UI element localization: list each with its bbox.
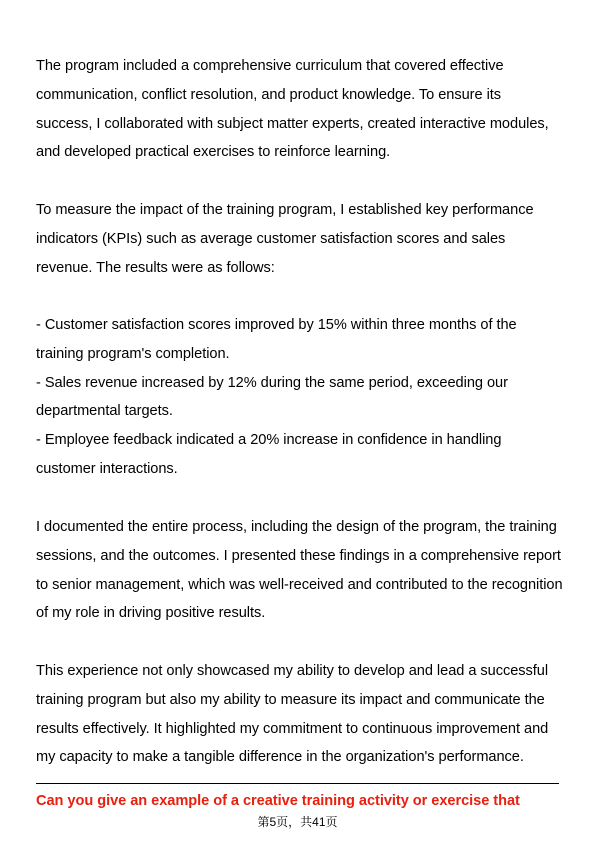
list-item-continuation: training program's completion. [36,345,230,362]
text-line: results effectively. It highlighted my commitment to continuous improvement and [36,720,549,737]
list-item: - Employee feedback indicated a 20% increase in confidence in handling [36,432,502,449]
text-line: To measure the impact of the training program, I established key performance [36,202,534,218]
text-line: sessions, and the outcomes. I presented these findings in a comprehensive report [36,547,561,564]
text-line: indicators (KPIs) such as average customer satisfaction scores and sales [36,230,506,247]
section-divider [36,783,559,784]
text-line: training program but also my ability to measure its impact and communicate the [36,691,545,708]
text-line: I documented the entire process, including the design of the program, the training [36,519,557,535]
paragraph-kpis [36,196,571,282]
paragraph-documentation [36,513,571,628]
text-line: The program included a comprehensive curriculum that covered effective [36,58,504,74]
list-item: - Sales revenue increased by 12% during the same period, exceeding our [36,374,508,391]
paragraph-curriculum [36,52,571,167]
list-item-continuation: departmental targets. [36,403,173,420]
paragraph-results-list [36,311,571,484]
text-line: my capacity to make a tangible difference in the organization's performance. [36,749,524,766]
text-line: This experience not only showcased my ability to develop and lead a successful [36,663,549,679]
next-question-heading: Can you give an example of a creative training activity or exercise that [36,793,520,809]
text-line: and developed practical exercises to reinforce learning. [36,144,391,161]
page-number-footer: 第5页，共41页 [257,815,338,829]
text-line: of my role in driving positive results. [36,605,266,622]
text-line: success, I collaborated with subject matter experts, created interactive modules, [36,115,549,132]
text-line: to senior management, which was well-received and contributed to the recognition [36,576,563,593]
text-line: revenue. The results were as follows: [36,259,275,276]
text-line: communication, conflict resolution, and product knowledge. To ensure its [36,86,502,103]
paragraph-conclusion [36,657,571,772]
list-item-continuation: customer interactions. [36,460,178,477]
list-item: - Customer satisfaction scores improved by 15% within three months of the [36,317,517,333]
